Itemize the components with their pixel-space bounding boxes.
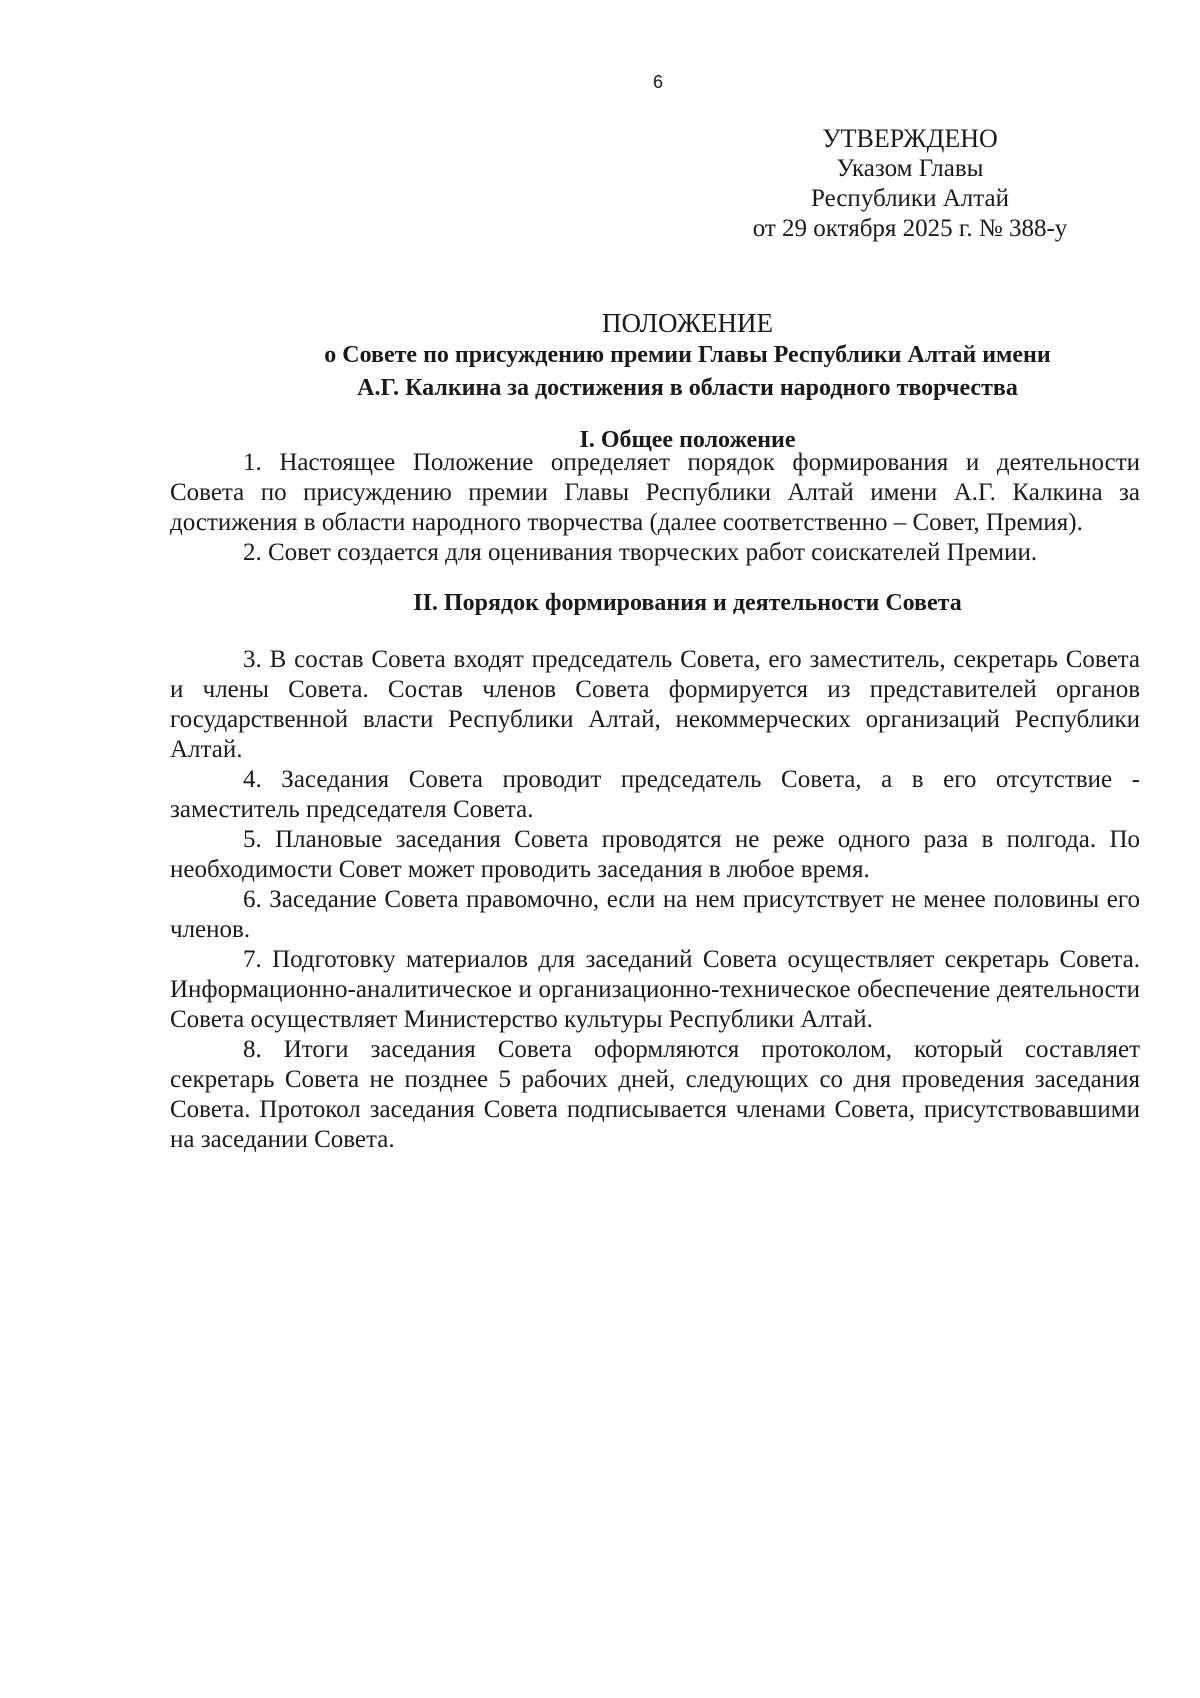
section-1-body: [170, 448, 1140, 568]
document-subtitle-line-1: о Совете по присуждению премии Главы Республики Алтай имени: [324, 342, 1051, 368]
document-subtitle-line-2: А.Г. Калкина за достижения в области народного творчества: [357, 375, 1018, 401]
approval-line-1: Указом Главы: [836, 155, 984, 182]
approval-approved: УТВЕРЖДЕНО: [822, 124, 998, 153]
paragraph-7: 7. Подготовку материалов для заседаний Совета осуществляет секретарь Совета. Информационно-аналитическое и организационно-техническое обеспечение деятельности Совета осуществляет Министерство культуры Республики Алтай.: [170, 946, 1140, 1033]
paragraph-1: 1. Настоящее Положение определяет порядок формирования и деятельности Совета по присуждению премии Главы Республики Алтай имени А.Г. Калкина за достижения в области народного творчества (далее соответственно – Совет, Премия).: [170, 449, 1140, 536]
approval-stamp: [700, 124, 1120, 244]
document-title: ПОЛОЖЕНИЕ: [602, 308, 773, 338]
section-2-heading: II. Порядок формирования и деятельности Совета: [413, 590, 962, 616]
page-number: 6: [652, 72, 663, 92]
paragraph-2: 2. Совет создается для оценивания творческих работ соискателей Премии.: [243, 539, 1038, 566]
paragraph-6: 6. Заседание Совета правомочно, если на нем присутствует не менее половины его членов.: [170, 886, 1140, 943]
paragraph-8: 8. Итоги заседания Совета оформляются протоколом, который составляет секретарь Совета не позднее 5 рабочих дней, следующих со дня проведения заседания Совета. Протокол заседания Совета подписывается членами Совета, присутствовавшими на заседании Совета.: [170, 1036, 1140, 1153]
paragraph-4: 4. Заседания Совета проводит председатель Совета, а в его отсутствие - заместитель председателя Совета.: [170, 766, 1140, 823]
section-2-body: [170, 645, 1140, 1155]
section-1-heading: I. Общее положение: [579, 427, 796, 453]
approval-line-3: от 29 октября 2025 г. № 388-у: [752, 215, 1068, 242]
approval-line-2: Республики Алтай: [811, 185, 1009, 212]
paragraph-3: 3. В состав Совета входят председатель Совета, его заместитель, секретарь Совета и члены Совета. Состав членов Совета формируется из представителей органов государственной власти Республики Алтай, некоммерческих организаций Республики Алтай.: [170, 646, 1140, 763]
document-title-block: [170, 307, 1200, 405]
paragraph-5: 5. Плановые заседания Совета проводятся не реже одного раза в полгода. По необходимости Совет может проводить заседания в любое время.: [170, 826, 1140, 883]
